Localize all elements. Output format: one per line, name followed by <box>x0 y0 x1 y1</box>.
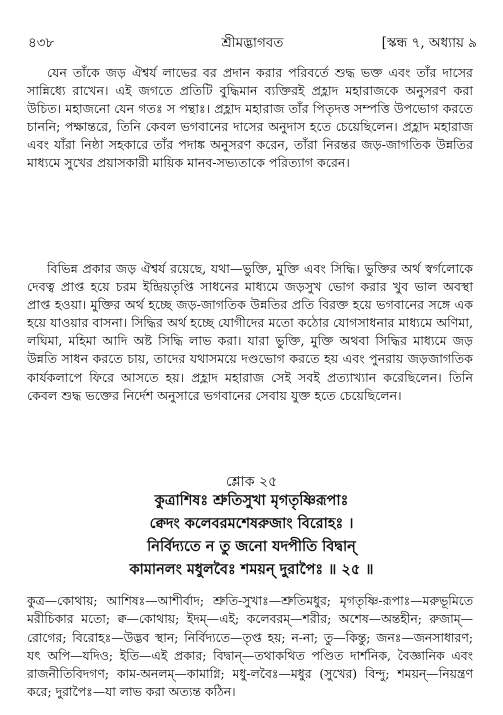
verse-line-4: কামানলং মধুলবৈঃ শময়ন্ দুরাপৈঃ ॥ ২৫ ॥ <box>129 561 374 578</box>
verse-line-3: নির্বিদ্যতে ন তু জনো যদপীতি বিদ্বান্ <box>147 538 356 555</box>
book-title: শ্রীমদ্ভাগবত <box>221 35 284 51</box>
page-header <box>28 30 477 52</box>
chapter-reference: [স্কন্ধ ৭, অধ্যায় ৯ <box>381 35 477 51</box>
purport-paragraph-1: যেন তাঁকে জড় ঐশ্বর্য লাভের বর প্রদান করার পরিবর্তে শুদ্ধ ভক্ত এবং তাঁর দাসের সান্নিধ্যে রাখেন। এই জগতে প্রতিটি বুদ্ধিমান ব্যক্তিরই প্রহ্লাদ মহারাজকে অনুসরণ করা উচিত। মহাজনো যেন গতঃ স পন্থাঃ। প্রহ্লাদ মহারাজ তাঁর পিতৃদত্ত সম্পত্তি উপভোগ করতে চাননি; পক্ষান্তরে, তিনি কেবল ভগবানের দাসের অনুদাস হতে চেয়েছিলেন। প্রহ্লাদ মহারাজ এবং যাঁরা নিষ্ঠা সহকারে তাঁর পদাঙ্ক অনুসরণ করেন, তাঁরা নিরন্তর জড়-জাগতিক উন্নতির মাধ্যমে সুখের প্রয়াসকারী মায়িক মানব-সভ্যতাকে পরিত্যাগ করেন। <box>27 65 473 171</box>
word-synonyms: কুত্র—কোথায়; আশিষঃ—আশীর্বাদ; শ্রুতি-সুখাঃ—শ্রুতিমধুর; মৃগতৃষ্ণি-রূপাঃ—মরুভূমিতে মরীচিকার মতো; ক্ব—কোথায়; ইদম্—এই; কলেবরম্—শরীর; অশেষ—অন্তহীন; রুজাম্—রোগের; বিরোহঃ—উদ্ভব স্থান; নির্বিদ্যতে—তৃপ্ত হয়; ন-না; তু—কিন্তু; জনঃ—জনসাধারণ; যৎ অপি—যদিও; ইতি—এই প্রকার; বিদ্বান্—তথাকথিত পণ্ডিত দার্শনিক, বৈজ্ঞানিক এবং রাজনীতিবিদগণ; কাম-অনলম্—কামাগ্নি; মধু-লবৈঃ—মধুর (সুখের) বিন্দু; শময়ন্—নিয়ন্ত্রণ করে; দুরাপৈঃ—যা লাভ করা অত্যন্ত কঠিন। <box>27 593 473 700</box>
purport-paragraph-2: বিভিন্ন প্রকার জড় ঐশ্বর্য রয়েছে, যথা—ভুক্তি, মুক্তি এবং সিদ্ধি। ভুক্তির অর্থ স্বর্গলোকে দেবত্ব প্রাপ্ত হয়ে চরম ইন্দ্রিয়তৃপ্তি সাধনের মাধ্যমে জড়সুখ ভোগ করার খুব ভাল অবস্থা প্রাপ্ত হওয়া। মুক্তির অর্থ হচ্ছে জড়-জাগতিক উন্নতির প্রতি বিরক্ত হয়ে ভগবানের সঙ্গে এক হয়ে যাওয়ার বাসনা। সিদ্ধির অর্থ হচ্ছে যোগীদের মতো কঠোর যোগসাধনার মাধ্যমে অণিমা, লঘিমা, মহিমা আদি অষ্ট সিদ্ধি লাভ করা। যারা ভুক্তি, মুক্তি অথবা সিদ্ধির মাধ্যমে জড় উন্নতি সাধন করতে চায়, তাদের যথাসময়ে দণ্ডভোগ করতে হয় এবং পুনরায় জড়জাগতিক কার্যকলাপে ফিরে আসতে হয়। প্রহ্লাদ মহারাজ সেই সবই প্রত্যাখ্যান করেছিলেন। তিনি কেবল শুদ্ধ ভক্তের নির্দেশ অনুসারে ভগবানের সেবায় যুক্ত হতে চেয়েছিলেন। <box>27 261 473 403</box>
verse-label: শ্লোক ২৫ <box>225 474 278 490</box>
verse-line-2: ক্বেদং কলেবরমশেষরুজাং বিরোহঃ । <box>149 515 354 532</box>
page-number: ৪৩৮ <box>28 35 55 51</box>
verse-line-1: কুত্রাশিষঃ শ্রুতিসুখা মৃগতৃষ্ণিরূপাঃ <box>154 492 349 509</box>
